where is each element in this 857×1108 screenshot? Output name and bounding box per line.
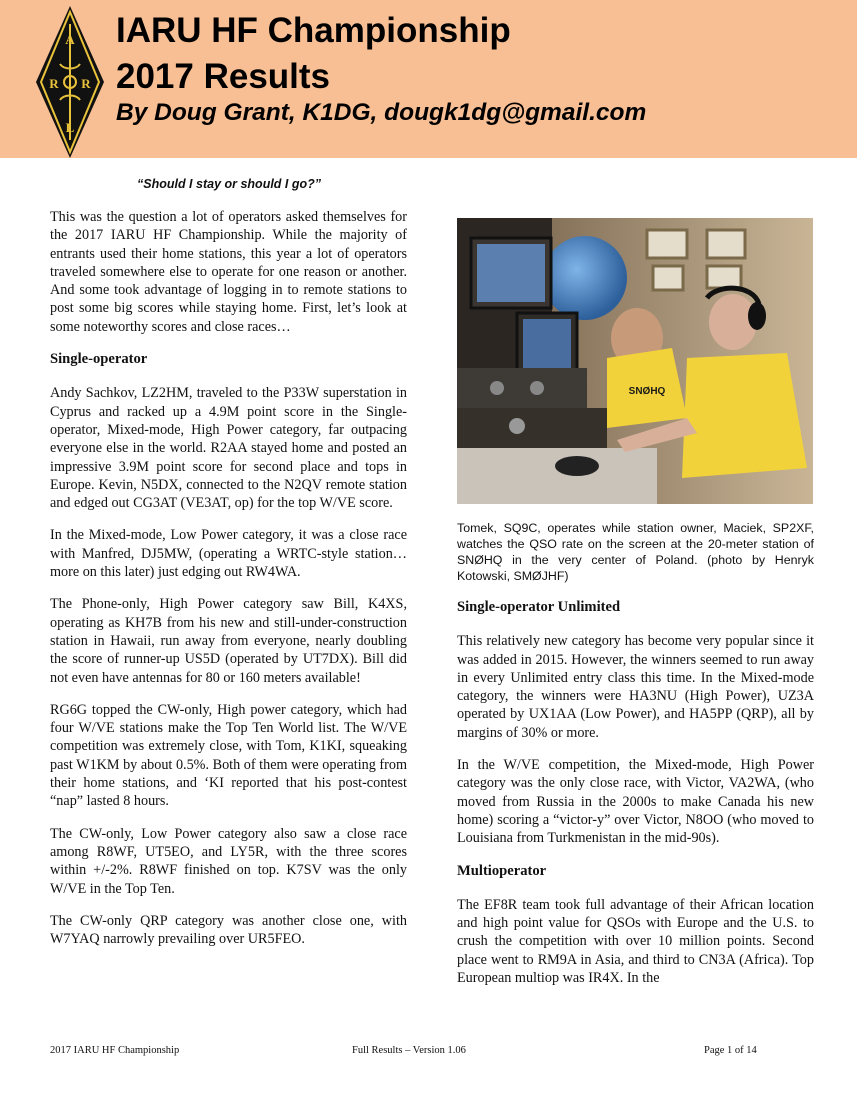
paragraph: In the Mixed-mode, Low Power category, it was a close race with Manfred, DJ5MW, (operating a WRTC-style station…more on this later) just edging out RW4WA. [50,527,407,581]
station-photo [457,218,813,504]
logo-letter-r1: R [49,76,59,91]
right-column [457,218,814,1001]
footer-version: Full Results – Version 1.06 [352,1045,466,1056]
paragraph: This was the question a lot of operators asked themselves for the 2017 IARU HF Championship. While the majority of entrants used their home stations, this year a lot of operators traveled somewhere else to operate for one reason or another. And some took advantage of logging in to remote stations to post some big scores while staying home. First, let’s look at some noteworthy scores and close races… [50,209,407,335]
photo-caption: Tomek, SQ9C, operates while station owner, Maciek, SP2XF, watches the QSO rate on the screen at the 20-meter station of SNØHQ in the very center of Poland. (photo by Henryk Kotowski, SMØJHF) [457,521,814,583]
page-header [0,0,857,158]
paragraph: Andy Sachkov, LZ2HM, traveled to the P33W superstation in Cyprus and racked up a 4.9M point score in the Single-operator, Mixed-mode, High Power category, far outpacing everyone else in the world. R2AA stayed home and posted an impressive 3.9M point score for second place and tops in Europe. Kevin, N5DX, connected to the N2QV remote station and edged out CG3AT (VE3AT, op) for the top W/VE score. [50,385,407,512]
section-heading-single-operator-unlimited: Single-operator Unlimited [457,599,621,615]
footer-page-number: Page 1 of 14 [704,1045,757,1056]
logo-letter-a: A [65,32,75,47]
paragraph: The CW-only QRP category was another close one, with W7YAQ narrowly prevailing over UR5FEO. [50,912,407,948]
title-line-2: 2017 Results [116,57,331,96]
paragraph: RG6G topped the CW-only, High power category, which had four W/VE stations make the Top Ten World list. The W/VE competition was extremely close, with Tom, K1KI, squeaking past W1KM by about 0.5%. Both of them were operating from their home stations, and ‘KI reported that his post-contest “nap” lasted 8 hours. [50,701,407,810]
paragraph: The CW-only, Low Power category also saw a close race among R8WF, UT5EO, and LY5R, with the three scores within +/-2%. R8WF finished on top. K7SV was the only W/VE in the Top Ten. [50,825,407,897]
pull-quote: “Should I stay or should I go?” [136,177,322,191]
logo-letter-r2: R [81,76,91,91]
title-line-1: IARU HF Championship [116,11,511,50]
footer-title: 2017 IARU HF Championship [50,1045,180,1056]
logo-letter-l: L [65,120,75,135]
arrl-logo [34,4,106,160]
section-heading-multioperator: Multioperator [457,862,547,879]
byline: By Doug Grant, K1DG, dougk1dg@gmail.com [116,99,647,126]
paragraph: This relatively new category has become very popular since it was added in 2015. However, the winners seemed to run away in every Unlimited entry class this time. In the Mixed-mode category, the winners were HA3NU (High Power), UZ3A operated by UX1AA (Low Power), and HA5PP (QRP), all by margins of 30% or more. [457,633,814,741]
left-column [50,208,407,962]
shirt-text: SNØHQ [628,386,666,397]
paragraph: The EF8R team took full advantage of their African location and high point value for QSOs with Europe and the U.S. to crush the competition with over 10 million points. Second place went to RM9A in Asia, and third to CN3A (Africa). Top European multiop was IR4X. In the [457,896,814,987]
paragraph: The Phone-only, High Power category saw Bill, K4XS, operating as KH7B from his new and still-under-construction station in Hawaii, run away from everyone, nearly doubling the score of runner-up US5D (operated by UT7DX). Bill did not even have antennas for 80 or 160 meters available! [50,596,407,686]
section-heading-single-operator: Single-operator [50,351,148,368]
paragraph: In the W/VE competition, the Mixed-mode, High Power category was the only close race, with Victor, VA2WA, (who moved from Russia in the 2000s to make Canada his new home) scoring a “victor-y” over Victor, N8OO (who moved to Louisiana from Turkmenistan in the mid-90s). [457,757,814,847]
